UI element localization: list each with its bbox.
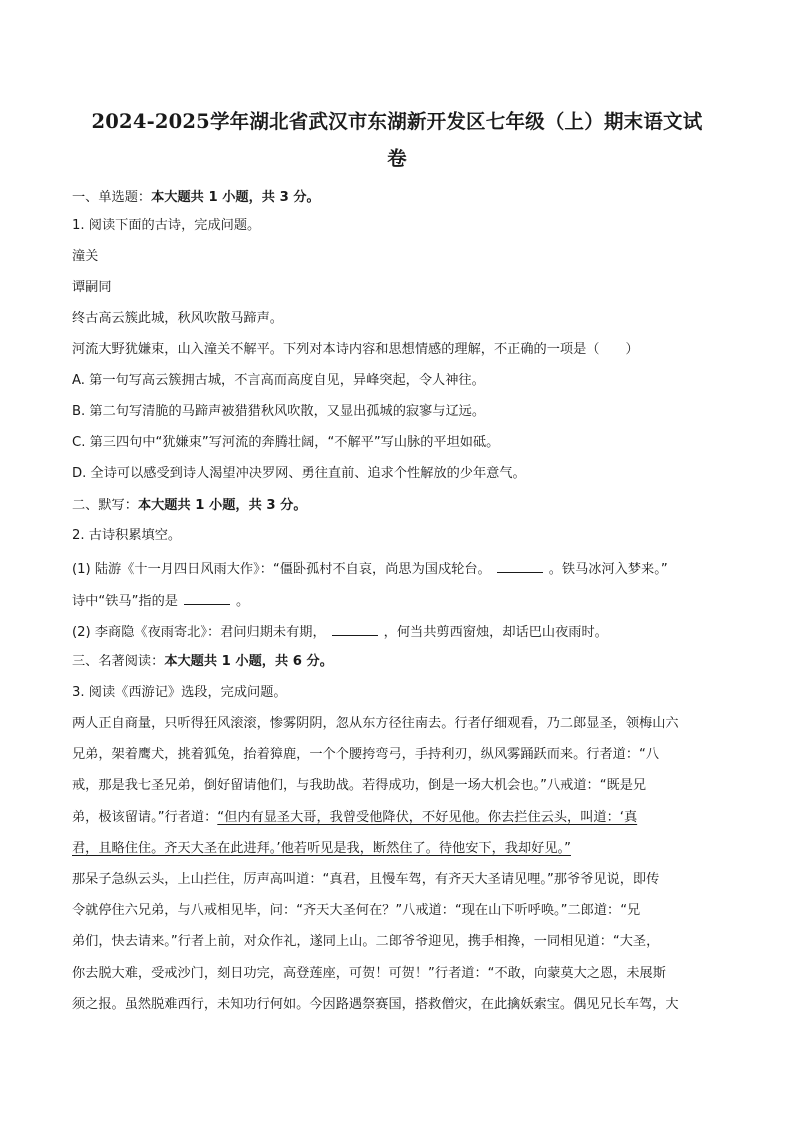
passage-line: 令就停住六兄弟，与八戒相见毕，问：“齐天大圣何在？”八戒道：“现在山下听呼唤。”二郎道：“兄 bbox=[72, 903, 641, 918]
poem-author: 谭嗣同 bbox=[72, 280, 112, 295]
fill-blank[interactable] bbox=[497, 558, 543, 573]
passage-line-underlined-start bbox=[72, 808, 724, 828]
text: (2) 李商隐《夜雨寄北》：君问归期未有期， bbox=[72, 625, 326, 640]
close-paren: ） bbox=[625, 342, 639, 357]
text: (1) 陆游《十一月四日风雨大作》：“僵卧孤村不自哀，尚思为国戍轮台。 bbox=[72, 562, 491, 577]
fill-blank[interactable] bbox=[332, 621, 378, 636]
underlined-text: 君，且略住住。齐天大圣在此进拜。’他若听见是我，断然住了。待他安下，我却好见。” bbox=[72, 841, 571, 856]
question-1-stem: 1. 阅读下面的古诗，完成问题。 bbox=[72, 218, 261, 233]
exam-title-line-1: 2024-2025学年湖北省武汉市东湖新开发区七年级（上）期末语文试 bbox=[91, 110, 703, 133]
text: 。铁马冰河入梦来。” bbox=[548, 562, 668, 577]
option-a: A. 第一句写高云簇拥古城，不言高而高度自见，异峰突起，令人神往。 bbox=[72, 373, 485, 388]
poem-line-2-question bbox=[72, 340, 724, 360]
section-header-dictation bbox=[72, 496, 724, 516]
section-desc: 本大题共 1 小题，共 3 分。 bbox=[137, 498, 307, 513]
option-d: D. 全诗可以感受到诗人渴望冲决罗网、勇往直前、追求个性解放的少年意气。 bbox=[72, 466, 526, 481]
question-2-part-1 bbox=[72, 558, 724, 580]
section-prefix: 二、默写： bbox=[72, 498, 138, 513]
passage-line: 须之报。虽然脱难西行，未知功行何如。今因路遇祭赛国，搭救僧灾，在此擒妖索宝。偶见兄长车驾，大 bbox=[72, 997, 679, 1012]
exam-title-line-2: 卷 bbox=[387, 147, 407, 170]
text: 诗中“铁马”指的是 bbox=[72, 594, 178, 609]
question-text: 河流大野犹嫌束，山入潼关不解平。下列对本诗内容和思想情感的理解，不正确的一项是（ bbox=[72, 342, 600, 357]
passage-line: 那呆子急纵云头，上山拦住，厉声高叫道：“真君，且慢车驾，有齐天大圣请见哩。”那爷爷见说，即传 bbox=[72, 872, 660, 887]
question-2-part-2 bbox=[72, 621, 724, 643]
question-2-stem: 2. 古诗积累填空。 bbox=[72, 528, 182, 543]
poem-title: 潼关 bbox=[72, 249, 99, 264]
section-desc: 本大题共 1 小题，共 3 分。 bbox=[151, 190, 320, 205]
text: ，何当共剪西窗烛，却话巴山夜雨时。 bbox=[383, 625, 608, 640]
text: 。 bbox=[235, 594, 250, 609]
section-prefix: 三、名著阅读： bbox=[72, 654, 165, 669]
underlined-text: “但内有显圣大哥，我曾受他降伏，不好见他。你去拦住云头，叫道：‘真 bbox=[217, 810, 638, 825]
section-header-classic-reading bbox=[72, 652, 724, 672]
passage-line: 兄弟，架着鹰犬，挑着狐兔，抬着獐鹿，一个个腰挎弯弓，手持利刃，纵风雾踊跃而来。行者道：“八 bbox=[72, 747, 660, 762]
passage-line: 戒，那是我七圣兄弟，倒好留请他们，与我助战。若得成功，倒是一场大机会也。”八戒道：“既是兄 bbox=[72, 778, 647, 793]
fill-blank[interactable] bbox=[184, 590, 230, 605]
section-prefix: 一、单选题： bbox=[72, 190, 152, 205]
question-2-part-1-cont bbox=[72, 590, 724, 612]
text: 弟，极该留请。”行者道： bbox=[72, 810, 218, 825]
option-b: B. 第二句写清脆的马蹄声被猎猎秋风吹散，又显出孤城的寂寥与辽远。 bbox=[72, 404, 486, 419]
question-3-stem: 3. 阅读《西游记》选段，完成问题。 bbox=[72, 685, 287, 700]
section-header-single-choice bbox=[72, 188, 724, 208]
passage-line: 弟们，快去请来。”行者上前，对众作礼，遂同上山。二郎爷爷迎见，携手相搀，一同相见道：“大圣， bbox=[72, 934, 660, 949]
passage-line-underlined-end bbox=[72, 839, 724, 859]
passage-line: 两人正自商量，只听得狂风滚滚，惨雾阴阴，忽从东方径往南去。行者仔细观看，乃二郎显圣，领梅山六 bbox=[72, 716, 679, 731]
passage-line: 你去脱大难，受戒沙门，刻日功完，高登莲座，可贺！可贺！”行者道：“不敢，向蒙莫大之恩，未展斯 bbox=[72, 966, 666, 981]
option-c: C. 第三四句中“犹嫌束”写河流的奔腾壮阔，“不解平”写山脉的平坦如砥。 bbox=[72, 435, 500, 450]
exam-title bbox=[70, 103, 724, 177]
poem-line-1: 终古高云簇此城，秋风吹散马蹄声。 bbox=[72, 311, 283, 326]
section-desc: 本大题共 1 小题，共 6 分。 bbox=[164, 654, 333, 669]
